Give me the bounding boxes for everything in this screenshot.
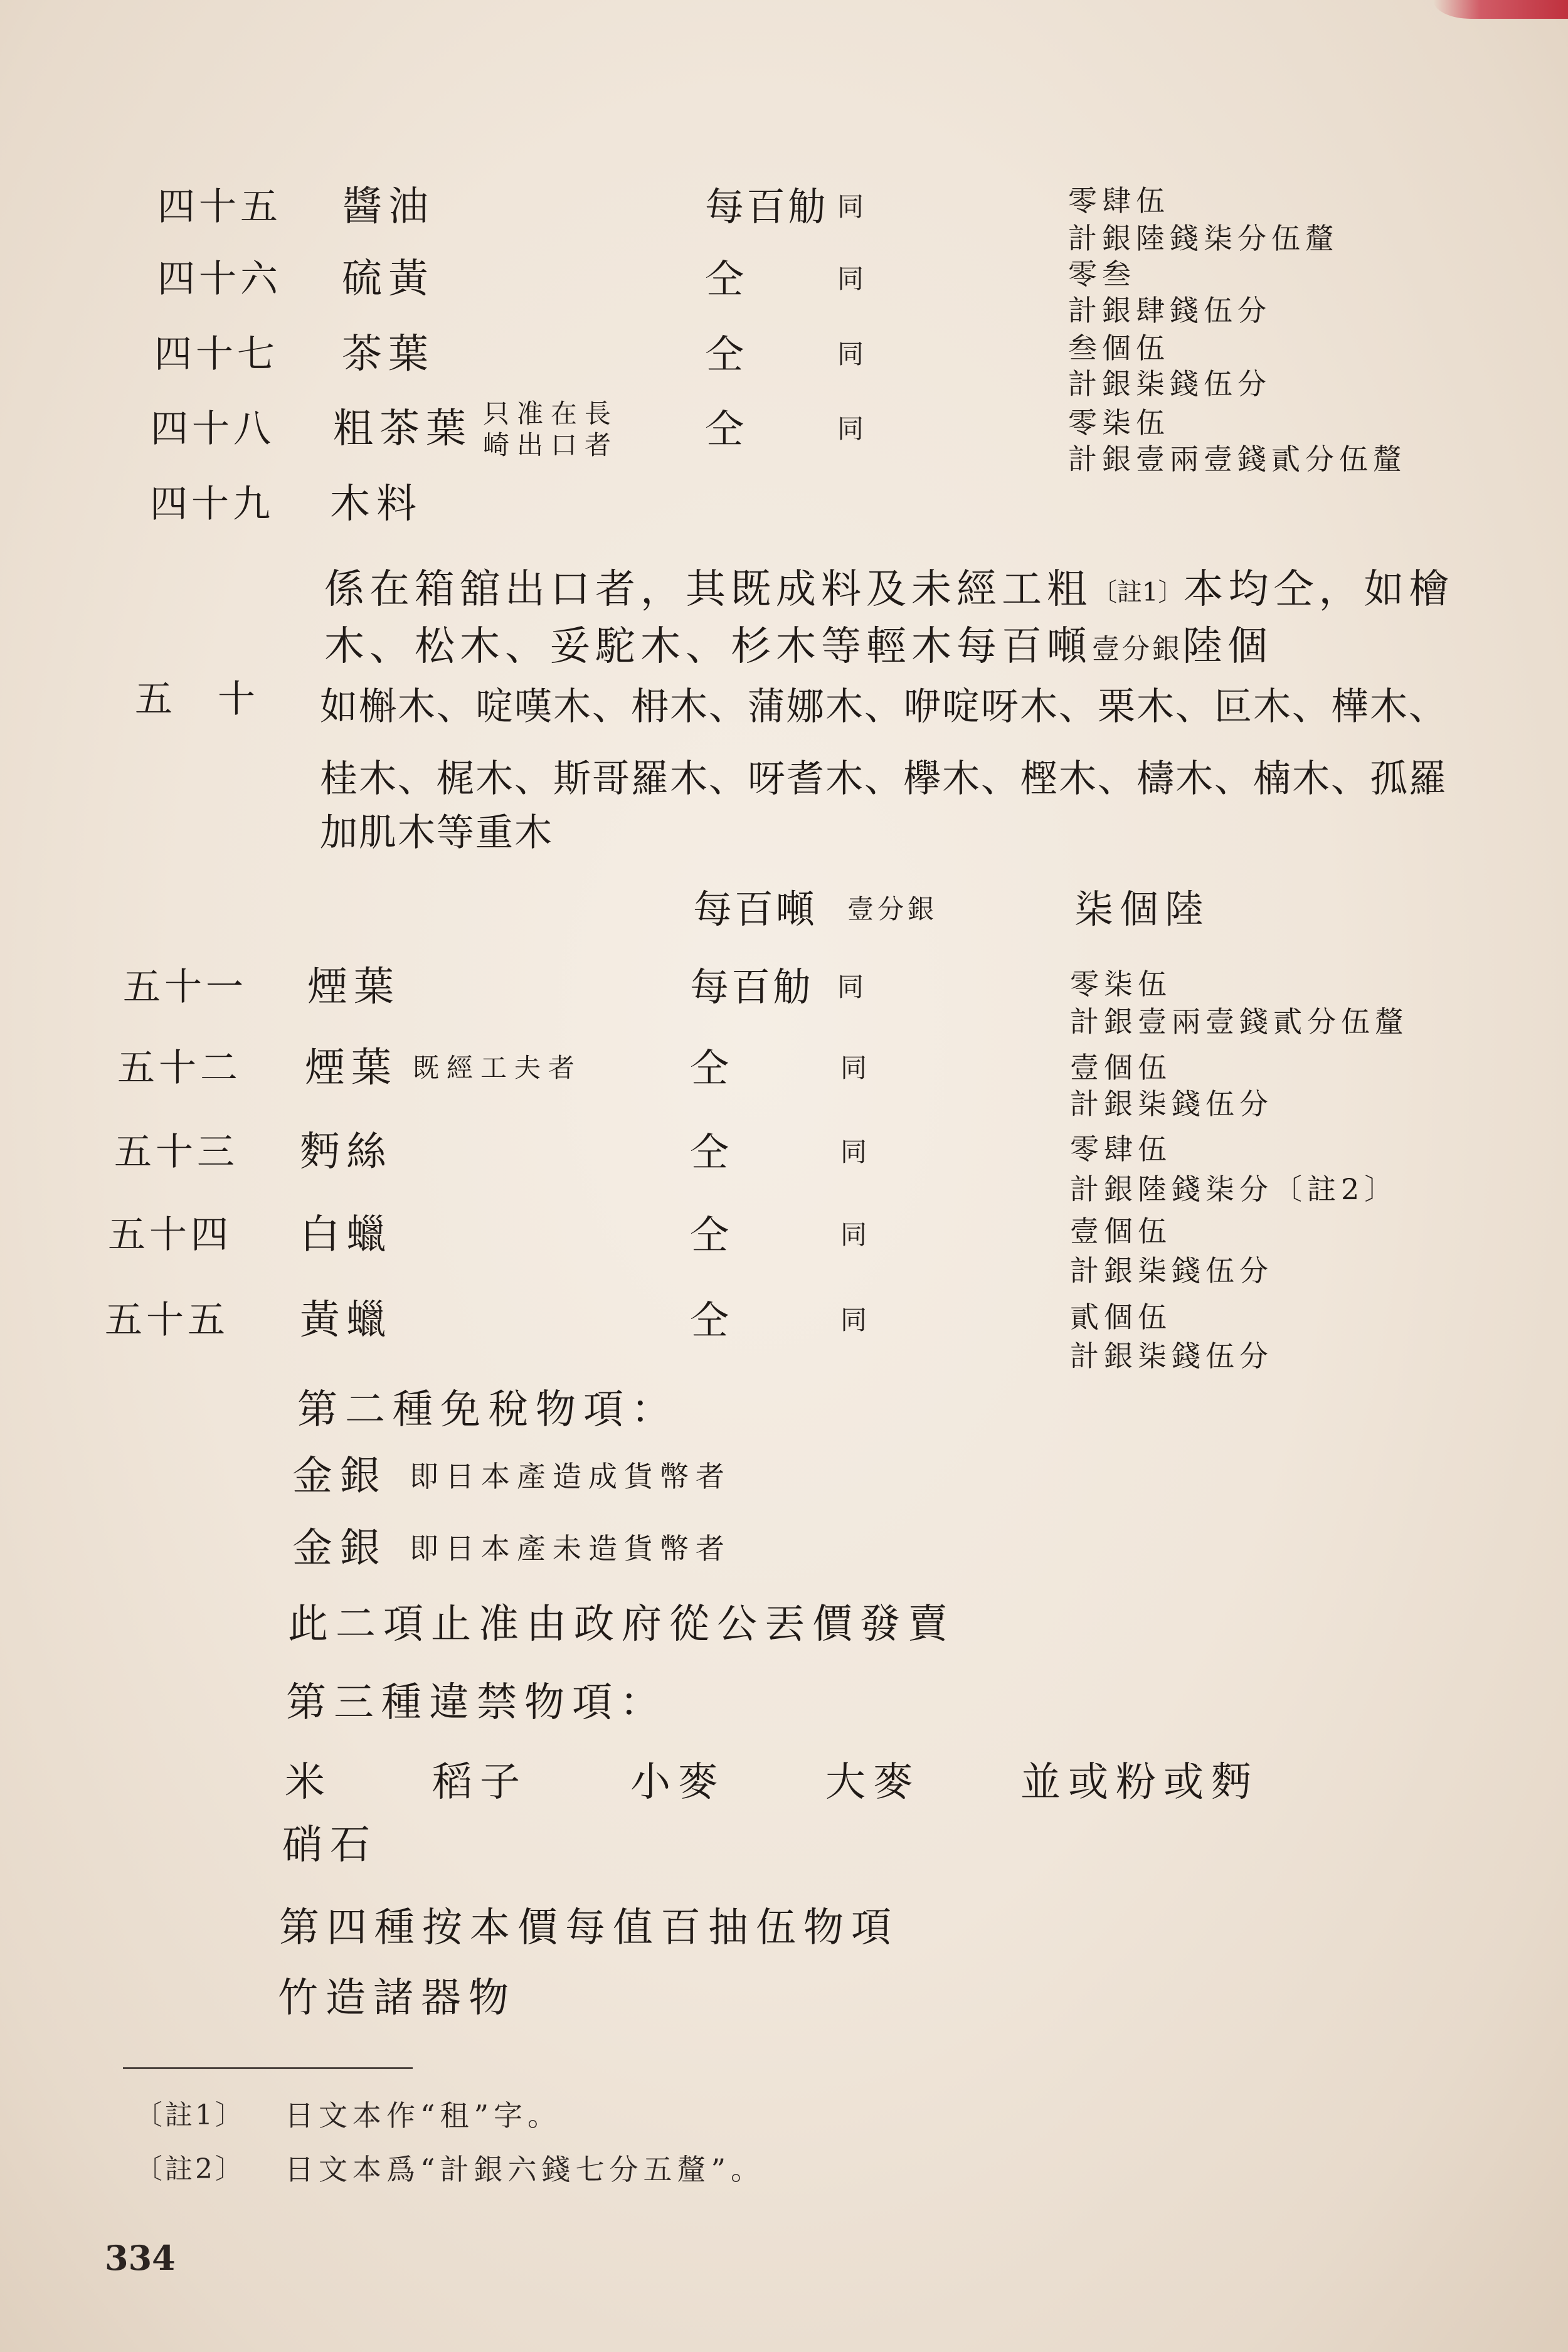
timber-text: 木、松木、妥駝木、杉木等輕木每百噸 <box>324 623 1092 670</box>
heavy-wood-line-3: 加肌木等重木 <box>320 811 553 855</box>
amount <box>1070 1172 1399 1206</box>
footnote-mark: 〔註1〕 <box>135 2099 245 2131</box>
unit: 仝 <box>690 1297 732 1343</box>
footnote-text: 日文本作“租”字。 <box>285 2099 562 2132</box>
section-heading: 第三種違禁物項： <box>286 1680 667 1726</box>
footnote-ref-2: 〔註2〕 <box>1273 1172 1399 1206</box>
ditto-mark: 同 <box>840 1305 867 1335</box>
ditto-mark: 同 <box>840 1136 867 1167</box>
item-number: 四十八 <box>151 407 275 451</box>
unit: 仝 <box>690 1212 732 1258</box>
rate: 零肆伍 <box>1068 184 1170 218</box>
item-name: 木料 <box>330 481 423 527</box>
item-number: 四十九 <box>150 482 274 526</box>
ditto-mark: 同 <box>837 413 864 444</box>
item-note: 既經工夫者 <box>413 1052 583 1083</box>
item-name: 煙葉 <box>307 964 400 1010</box>
item-number: 五 十 <box>135 677 259 721</box>
rate: 零柒伍 <box>1070 967 1172 1001</box>
exempt-item-name: 金銀 <box>292 1525 388 1572</box>
rate: 零肆伍 <box>1070 1132 1172 1166</box>
ad-valorem-item: 竹造諸器物 <box>278 1975 516 2021</box>
item-note-line-2: 崎出口者 <box>483 430 619 460</box>
amount: 計銀壹兩壹錢貳分伍釐 <box>1070 1005 1409 1039</box>
prohibited-item: 硝石 <box>282 1822 378 1868</box>
item-name: 醬油 <box>342 184 435 230</box>
footnote-divider <box>123 2067 413 2069</box>
footnote-ref-1: 〔註1〕 <box>1092 578 1184 607</box>
item-name: 硫黃 <box>342 256 435 302</box>
timber-description-line-2 <box>324 623 1273 670</box>
item-number: 五十二 <box>117 1046 241 1090</box>
amount: 計銀柒錢伍分 <box>1068 367 1271 401</box>
red-page-edge-marker <box>1433 0 1568 19</box>
exempt-remark: 此二項止准由政府從公丟價發賣 <box>288 1601 955 1648</box>
item-name: 黃蠟 <box>300 1297 393 1343</box>
exempt-item-note: 即日本產未造貨幣者 <box>410 1532 731 1565</box>
unit: 仝 <box>690 1045 732 1091</box>
ditto-mark: 同 <box>837 972 864 1002</box>
exempt-item-note: 即日本產造成貨幣者 <box>410 1459 731 1493</box>
prohibited-item: 大麥 <box>825 1759 921 1806</box>
item-name: 煙葉 <box>305 1045 398 1091</box>
footnote-text: 日文本爲“計銀六錢七分五釐”。 <box>285 2153 765 2186</box>
ditto-mark: 同 <box>840 1052 867 1083</box>
ditto-mark: 同 <box>837 191 864 222</box>
ditto-mark: 同 <box>837 339 864 369</box>
rate: 壹個伍 <box>1070 1051 1172 1084</box>
ditto-mark: 同 <box>840 1219 867 1250</box>
rate: 零柒伍 <box>1068 406 1170 440</box>
amount: 計銀柒錢伍分 <box>1070 1339 1273 1373</box>
item-number: 五十五 <box>105 1298 229 1342</box>
item-name: 粗茶葉 <box>333 406 472 452</box>
amount: 計銀柒錢伍分 <box>1070 1087 1273 1121</box>
timber-rate: 陸個 <box>1182 623 1273 670</box>
unit: 仝 <box>705 406 747 452</box>
rate: 叁個伍 <box>1068 331 1170 365</box>
amount: 計銀陸錢柒分伍釐 <box>1068 221 1339 255</box>
exempt-item-name: 金銀 <box>292 1453 388 1500</box>
amount-text: 計銀陸錢柒分 <box>1070 1172 1273 1206</box>
item-number: 四十六 <box>157 257 282 301</box>
timber-description-line-1 <box>324 566 1454 613</box>
rate: 貳個伍 <box>1070 1300 1172 1334</box>
unit: 每百觔 <box>690 964 815 1010</box>
rate: 柒個陸 <box>1074 886 1210 932</box>
prohibited-item: 並或粉或麪 <box>1020 1759 1259 1806</box>
heavy-wood-line-1: 如槲木、啶嘆木、枏木、蒲娜木、咿啶呀木、栗木、叵木、樺木、 <box>320 685 1448 729</box>
unit: 每百觔 <box>705 184 830 230</box>
prohibited-item: 米 <box>285 1759 332 1806</box>
page-number: 334 <box>105 2238 176 2278</box>
unit: 仝 <box>705 331 747 377</box>
item-number: 五十四 <box>108 1213 232 1257</box>
item-name: 白蠟 <box>300 1212 393 1258</box>
item-name: 麪絲 <box>300 1129 393 1175</box>
currency-note: 壹分銀 <box>1092 633 1182 665</box>
amount: 計銀肆錢伍分 <box>1068 294 1271 327</box>
amount: 計銀壹兩壹錢貳分伍釐 <box>1068 442 1407 476</box>
item-number: 四十七 <box>154 332 278 376</box>
item-number: 五十三 <box>114 1130 238 1174</box>
item-note-line-1: 只准在長 <box>483 398 619 429</box>
section-heading: 第二種免稅物項： <box>297 1387 679 1433</box>
currency-note: 壹分銀 <box>847 894 938 924</box>
prohibited-item: 小麥 <box>630 1759 726 1806</box>
item-number: 四十五 <box>157 185 282 229</box>
item-name: 茶葉 <box>342 331 435 378</box>
rate: 壹個伍 <box>1070 1214 1172 1248</box>
timber-text: 係在箱舘出口者，其既成料及未經工粗 <box>324 566 1092 613</box>
timber-text: 本均仝，如檜 <box>1183 566 1454 613</box>
heavy-wood-line-2: 桂木、梶木、斯哥羅木、呀耆木、欅木、樫木、檮木、楠木、孤羅 <box>320 757 1448 801</box>
amount: 計銀柒錢伍分 <box>1070 1254 1273 1288</box>
prohibited-item: 稻子 <box>432 1759 527 1806</box>
rate: 零叁 <box>1068 257 1136 291</box>
item-number: 五十一 <box>123 965 247 1009</box>
ditto-mark: 同 <box>837 263 864 294</box>
footnote-mark: 〔註2〕 <box>135 2153 245 2185</box>
section-heading: 第四種按本價每值百抽伍物項 <box>279 1905 899 1951</box>
unit: 仝 <box>690 1129 732 1175</box>
unit: 仝 <box>705 256 747 302</box>
unit: 每百噸 <box>693 886 818 932</box>
